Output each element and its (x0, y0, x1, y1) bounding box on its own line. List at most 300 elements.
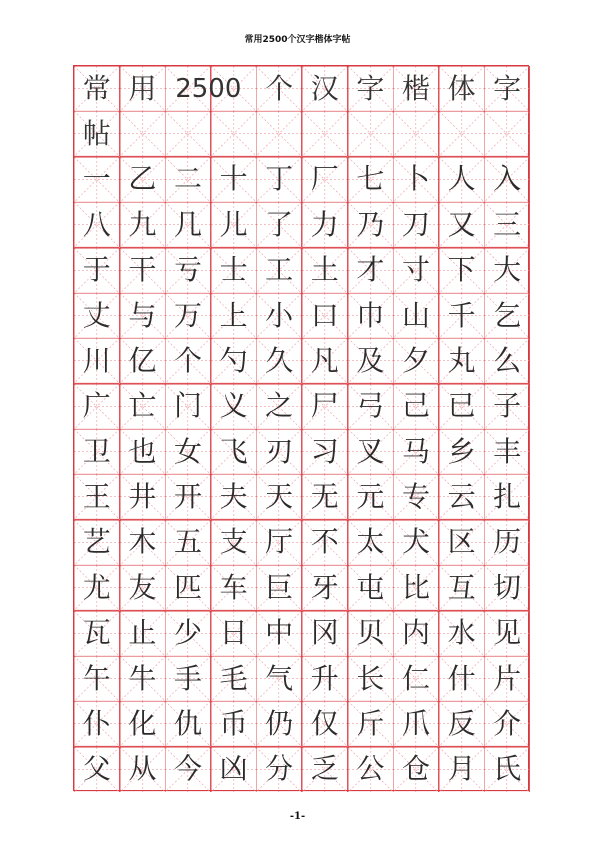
hanzi-character: 小 (265, 298, 294, 332)
hanzi-character: 仅 (310, 706, 339, 740)
character-cell (484, 520, 530, 565)
character-cell (165, 520, 211, 565)
character-cell (484, 747, 530, 792)
hanzi-character: 犬 (401, 525, 430, 559)
title-character: 用 (128, 71, 157, 105)
hanzi-character: 气 (265, 661, 294, 695)
character-cell (165, 248, 211, 293)
character-cell (439, 565, 485, 610)
hanzi-character: 比 (401, 570, 430, 604)
character-cell (439, 520, 485, 565)
mi-grid-guide (256, 111, 302, 156)
character-cell (393, 429, 439, 474)
character-cell (348, 202, 394, 247)
hanzi-character: 毛 (219, 661, 248, 695)
title-character: 字 (493, 71, 522, 105)
hanzi-character: 反 (447, 706, 476, 740)
title-number: 2500 (175, 73, 242, 104)
character-cell (302, 338, 348, 383)
hanzi-character: 己 (401, 389, 430, 423)
hanzi-character: 刃 (265, 434, 294, 468)
character-cell (74, 202, 120, 247)
character-cell (439, 429, 485, 474)
hanzi-character: 乃 (356, 207, 385, 241)
character-cell (393, 338, 439, 383)
title-character: 楷 (401, 71, 430, 105)
hanzi-character: 仁 (401, 661, 430, 695)
character-cell (439, 701, 485, 746)
character-cell (211, 248, 257, 293)
hanzi-character: 入 (493, 162, 522, 196)
hanzi-character: 山 (401, 298, 430, 332)
hanzi-character: 习 (310, 434, 339, 468)
hanzi-character: 丈 (82, 298, 111, 332)
character-cell (120, 747, 166, 792)
character-cell (484, 248, 530, 293)
hanzi-character: 十 (219, 162, 248, 196)
character-cell (256, 701, 302, 746)
character-cell (120, 611, 166, 656)
hanzi-character: 止 (128, 616, 157, 650)
hanzi-character: 斤 (356, 706, 385, 740)
hanzi-character: 五 (173, 525, 202, 559)
hanzi-character: 乞 (493, 298, 522, 332)
hanzi-character: 屯 (356, 570, 385, 604)
character-cell (211, 293, 257, 338)
hanzi-character: 云 (447, 480, 476, 514)
hanzi-character: 二 (173, 162, 202, 196)
hanzi-character: 寸 (401, 253, 430, 287)
hanzi-character: 凡 (310, 343, 339, 377)
character-cell (393, 248, 439, 293)
hanzi-character: 飞 (219, 434, 248, 468)
character-cell (348, 747, 394, 792)
hanzi-character: 日 (219, 616, 248, 650)
hanzi-character: 了 (265, 207, 294, 241)
hanzi-character: 友 (128, 570, 157, 604)
character-cell (256, 520, 302, 565)
hanzi-character: 亏 (173, 253, 202, 287)
character-cell (348, 384, 394, 429)
character-cell (256, 338, 302, 383)
character-cell (302, 474, 348, 519)
character-cell (120, 338, 166, 383)
character-cell (165, 656, 211, 701)
character-cell (74, 747, 120, 792)
character-cell (484, 384, 530, 429)
hanzi-character: 冈 (310, 616, 339, 650)
hanzi-character: 口 (310, 298, 339, 332)
character-cell (165, 429, 211, 474)
character-cell (484, 701, 530, 746)
hanzi-character: 川 (82, 343, 111, 377)
hanzi-character: 叉 (356, 434, 385, 468)
hanzi-character: 也 (128, 434, 157, 468)
character-cell (74, 611, 120, 656)
hanzi-character: 子 (493, 389, 522, 423)
hanzi-character: 干 (128, 253, 157, 287)
character-cell (484, 611, 530, 656)
hanzi-character: 币 (219, 706, 248, 740)
hanzi-character: 瓦 (82, 616, 111, 650)
hanzi-character: 切 (493, 570, 522, 604)
character-cell (302, 701, 348, 746)
character-cell (120, 701, 166, 746)
character-cell (439, 293, 485, 338)
hanzi-character: 见 (493, 616, 522, 650)
character-cell (348, 474, 394, 519)
hanzi-character: 爪 (401, 706, 430, 740)
hanzi-character: 氏 (493, 752, 522, 786)
hanzi-character: 么 (493, 343, 522, 377)
hanzi-character: 介 (493, 706, 522, 740)
hanzi-character: 中 (265, 616, 294, 650)
hanzi-character: 什 (447, 661, 476, 695)
title-cell (439, 111, 485, 156)
hanzi-character: 才 (356, 253, 385, 287)
title-cell (302, 66, 348, 111)
hanzi-character: 无 (310, 480, 339, 514)
hanzi-character: 三 (493, 207, 522, 241)
hanzi-character: 千 (447, 298, 476, 332)
hanzi-character: 土 (310, 253, 339, 287)
hanzi-character: 少 (173, 616, 202, 650)
hanzi-character: 历 (493, 525, 522, 559)
hanzi-character: 今 (173, 752, 202, 786)
character-cell (393, 293, 439, 338)
character-cell (393, 474, 439, 519)
character-cell (439, 338, 485, 383)
hanzi-character: 上 (219, 298, 248, 332)
character-cell (484, 293, 530, 338)
hanzi-character: 从 (128, 752, 157, 786)
hanzi-character: 于 (82, 253, 111, 287)
hanzi-character: 亡 (128, 389, 157, 423)
character-cell (74, 338, 120, 383)
character-cell (120, 565, 166, 610)
character-cell (256, 248, 302, 293)
practice-grid (73, 65, 529, 791)
title-character: 体 (447, 71, 476, 105)
character-cell (348, 248, 394, 293)
character-cell (165, 384, 211, 429)
mi-grid-guide (439, 111, 485, 156)
hanzi-character: 丁 (265, 162, 294, 196)
hanzi-character: 王 (82, 480, 111, 514)
hanzi-character: 仍 (265, 706, 294, 740)
hanzi-character: 已 (447, 389, 476, 423)
hanzi-character: 专 (401, 480, 430, 514)
title-cell (393, 66, 439, 111)
character-cell (165, 565, 211, 610)
title-cell (74, 111, 120, 156)
mi-grid-guide (393, 111, 439, 156)
hanzi-character: 人 (447, 162, 476, 196)
character-cell (165, 611, 211, 656)
hanzi-character: 仇 (173, 706, 202, 740)
character-cell (74, 565, 120, 610)
title-cell (484, 66, 530, 111)
character-cell (393, 520, 439, 565)
character-cell (302, 293, 348, 338)
hanzi-character: 贝 (356, 616, 385, 650)
character-cell (74, 157, 120, 202)
character-cell (484, 656, 530, 701)
hanzi-character: 艺 (82, 525, 111, 559)
hanzi-character: 万 (173, 298, 202, 332)
hanzi-character: 手 (173, 661, 202, 695)
character-cell (256, 747, 302, 792)
title-cell (348, 111, 394, 156)
hanzi-character: 士 (219, 253, 248, 287)
character-cell (348, 611, 394, 656)
hanzi-character: 匹 (173, 570, 202, 604)
character-cell (211, 611, 257, 656)
hanzi-character: 夕 (401, 343, 430, 377)
character-cell (256, 656, 302, 701)
character-cell (393, 157, 439, 202)
character-cell (348, 157, 394, 202)
hanzi-character: 与 (128, 298, 157, 332)
character-cell (439, 248, 485, 293)
character-cell (484, 565, 530, 610)
hanzi-character: 仆 (82, 706, 111, 740)
character-cell (120, 157, 166, 202)
page-number: -1- (289, 811, 306, 822)
title-character: 帖 (82, 117, 111, 151)
character-cell (120, 656, 166, 701)
character-cell (439, 384, 485, 429)
character-cell (256, 157, 302, 202)
character-cell (484, 157, 530, 202)
title-cell (256, 66, 302, 111)
hanzi-character: 牛 (128, 661, 157, 695)
character-cell (211, 701, 257, 746)
character-cell (393, 565, 439, 610)
character-cell (74, 520, 120, 565)
hanzi-character: 长 (356, 661, 385, 695)
character-cell (211, 565, 257, 610)
character-cell (484, 474, 530, 519)
hanzi-character: 力 (310, 207, 339, 241)
hanzi-character: 久 (265, 343, 294, 377)
title-cell (348, 66, 394, 111)
title-cell (74, 66, 120, 111)
character-cell (256, 474, 302, 519)
hanzi-character: 井 (128, 480, 157, 514)
character-cell (74, 701, 120, 746)
hanzi-character: 天 (265, 480, 294, 514)
title-cell (165, 111, 211, 156)
character-cell (256, 611, 302, 656)
hanzi-character: 仓 (401, 752, 430, 786)
hanzi-character: 丰 (493, 434, 522, 468)
character-cell (348, 338, 394, 383)
character-cell (348, 293, 394, 338)
character-cell (211, 520, 257, 565)
hanzi-character: 儿 (219, 207, 248, 241)
character-cell (302, 248, 348, 293)
character-cell (256, 202, 302, 247)
hanzi-character: 广 (82, 389, 111, 423)
character-cell (256, 565, 302, 610)
character-cell (120, 293, 166, 338)
hanzi-character: 又 (447, 207, 476, 241)
hanzi-character: 扎 (493, 480, 522, 514)
title-character: 个 (265, 71, 294, 105)
character-cell (211, 429, 257, 474)
character-cell (165, 202, 211, 247)
hanzi-character: 厂 (310, 162, 339, 196)
character-cell (302, 747, 348, 792)
character-cell (302, 384, 348, 429)
character-cell (74, 474, 120, 519)
hanzi-character: 元 (356, 480, 385, 514)
character-cell (393, 747, 439, 792)
title-cell (393, 111, 439, 156)
title-character: 字 (356, 71, 385, 105)
character-cell (484, 202, 530, 247)
hanzi-character: 亿 (128, 343, 157, 377)
character-cell (165, 701, 211, 746)
mi-grid-guide (302, 111, 348, 156)
character-cell (439, 656, 485, 701)
character-cell (393, 202, 439, 247)
hanzi-character: 乙 (128, 162, 157, 196)
character-cell (165, 293, 211, 338)
character-cell (348, 701, 394, 746)
hanzi-character: 一 (82, 162, 111, 196)
title-character: 汉 (310, 71, 339, 105)
character-cell (165, 157, 211, 202)
character-cell (439, 157, 485, 202)
page-header-title: 常用2500个汉字楷体字帖 (244, 35, 351, 45)
character-cell (165, 474, 211, 519)
hanzi-character: 牙 (310, 570, 339, 604)
hanzi-character: 刀 (401, 207, 430, 241)
hanzi-character: 片 (493, 661, 522, 695)
character-cell (165, 338, 211, 383)
character-cell (348, 429, 394, 474)
hanzi-character: 尤 (82, 570, 111, 604)
title-cell (302, 111, 348, 156)
hanzi-character: 内 (401, 616, 430, 650)
hanzi-character: 水 (447, 616, 476, 650)
title-cell (120, 66, 166, 111)
character-cell (211, 656, 257, 701)
character-cell (120, 384, 166, 429)
character-cell (211, 747, 257, 792)
character-cell (120, 248, 166, 293)
hanzi-character: 卫 (82, 434, 111, 468)
hanzi-character: 不 (310, 525, 339, 559)
hanzi-character: 凶 (219, 752, 248, 786)
character-cell (302, 565, 348, 610)
title-character: 常 (82, 71, 111, 105)
character-cell (120, 429, 166, 474)
hanzi-character: 及 (356, 343, 385, 377)
character-cell (120, 520, 166, 565)
hanzi-character: 车 (219, 570, 248, 604)
hanzi-character: 巨 (265, 570, 294, 604)
character-cell (393, 384, 439, 429)
character-cell (484, 338, 530, 383)
hanzi-character: 门 (173, 389, 202, 423)
hanzi-character: 工 (265, 253, 294, 287)
character-cell (393, 611, 439, 656)
character-cell (74, 656, 120, 701)
character-cell (348, 656, 394, 701)
hanzi-character: 勺 (219, 343, 248, 377)
character-cell (120, 474, 166, 519)
hanzi-character: 义 (219, 389, 248, 423)
character-cell (211, 384, 257, 429)
hanzi-character: 升 (310, 661, 339, 695)
hanzi-character: 月 (447, 752, 476, 786)
mi-grid-guide (211, 111, 257, 156)
character-cell (393, 701, 439, 746)
hanzi-character: 太 (356, 525, 385, 559)
character-cell (484, 429, 530, 474)
hanzi-character: 下 (447, 253, 476, 287)
character-cell (302, 656, 348, 701)
hanzi-character: 弓 (356, 389, 385, 423)
character-cell (302, 157, 348, 202)
character-cell (348, 565, 394, 610)
character-cell (439, 747, 485, 792)
hanzi-character: 父 (82, 752, 111, 786)
hanzi-character: 八 (82, 207, 111, 241)
hanzi-character: 大 (493, 253, 522, 287)
hanzi-character: 马 (401, 434, 430, 468)
character-cell (439, 202, 485, 247)
character-cell (211, 338, 257, 383)
title-cell (439, 66, 485, 111)
hanzi-character: 公 (356, 752, 385, 786)
hanzi-character: 之 (265, 389, 294, 423)
hanzi-character: 女 (173, 434, 202, 468)
character-cell (74, 384, 120, 429)
character-cell (302, 611, 348, 656)
character-cell (302, 429, 348, 474)
hanzi-character: 卜 (401, 162, 430, 196)
mi-grid-guide (484, 111, 530, 156)
mi-grid-guide (348, 111, 394, 156)
hanzi-character: 厅 (265, 525, 294, 559)
title-cell (256, 111, 302, 156)
mi-grid-guide (120, 111, 166, 156)
hanzi-character: 区 (447, 525, 476, 559)
mi-grid-guide (165, 111, 211, 156)
title-cell (484, 111, 530, 156)
character-cell (74, 429, 120, 474)
character-cell (256, 384, 302, 429)
character-cell (211, 157, 257, 202)
character-cell (74, 293, 120, 338)
title-cell (211, 111, 257, 156)
character-cell (211, 202, 257, 247)
hanzi-character: 化 (128, 706, 157, 740)
hanzi-character: 乡 (447, 434, 476, 468)
hanzi-character: 丸 (447, 343, 476, 377)
hanzi-character: 支 (219, 525, 248, 559)
hanzi-character: 夫 (219, 480, 248, 514)
title-cell (120, 111, 166, 156)
character-cell (302, 202, 348, 247)
character-cell (256, 429, 302, 474)
character-cell (348, 520, 394, 565)
character-cell (439, 474, 485, 519)
